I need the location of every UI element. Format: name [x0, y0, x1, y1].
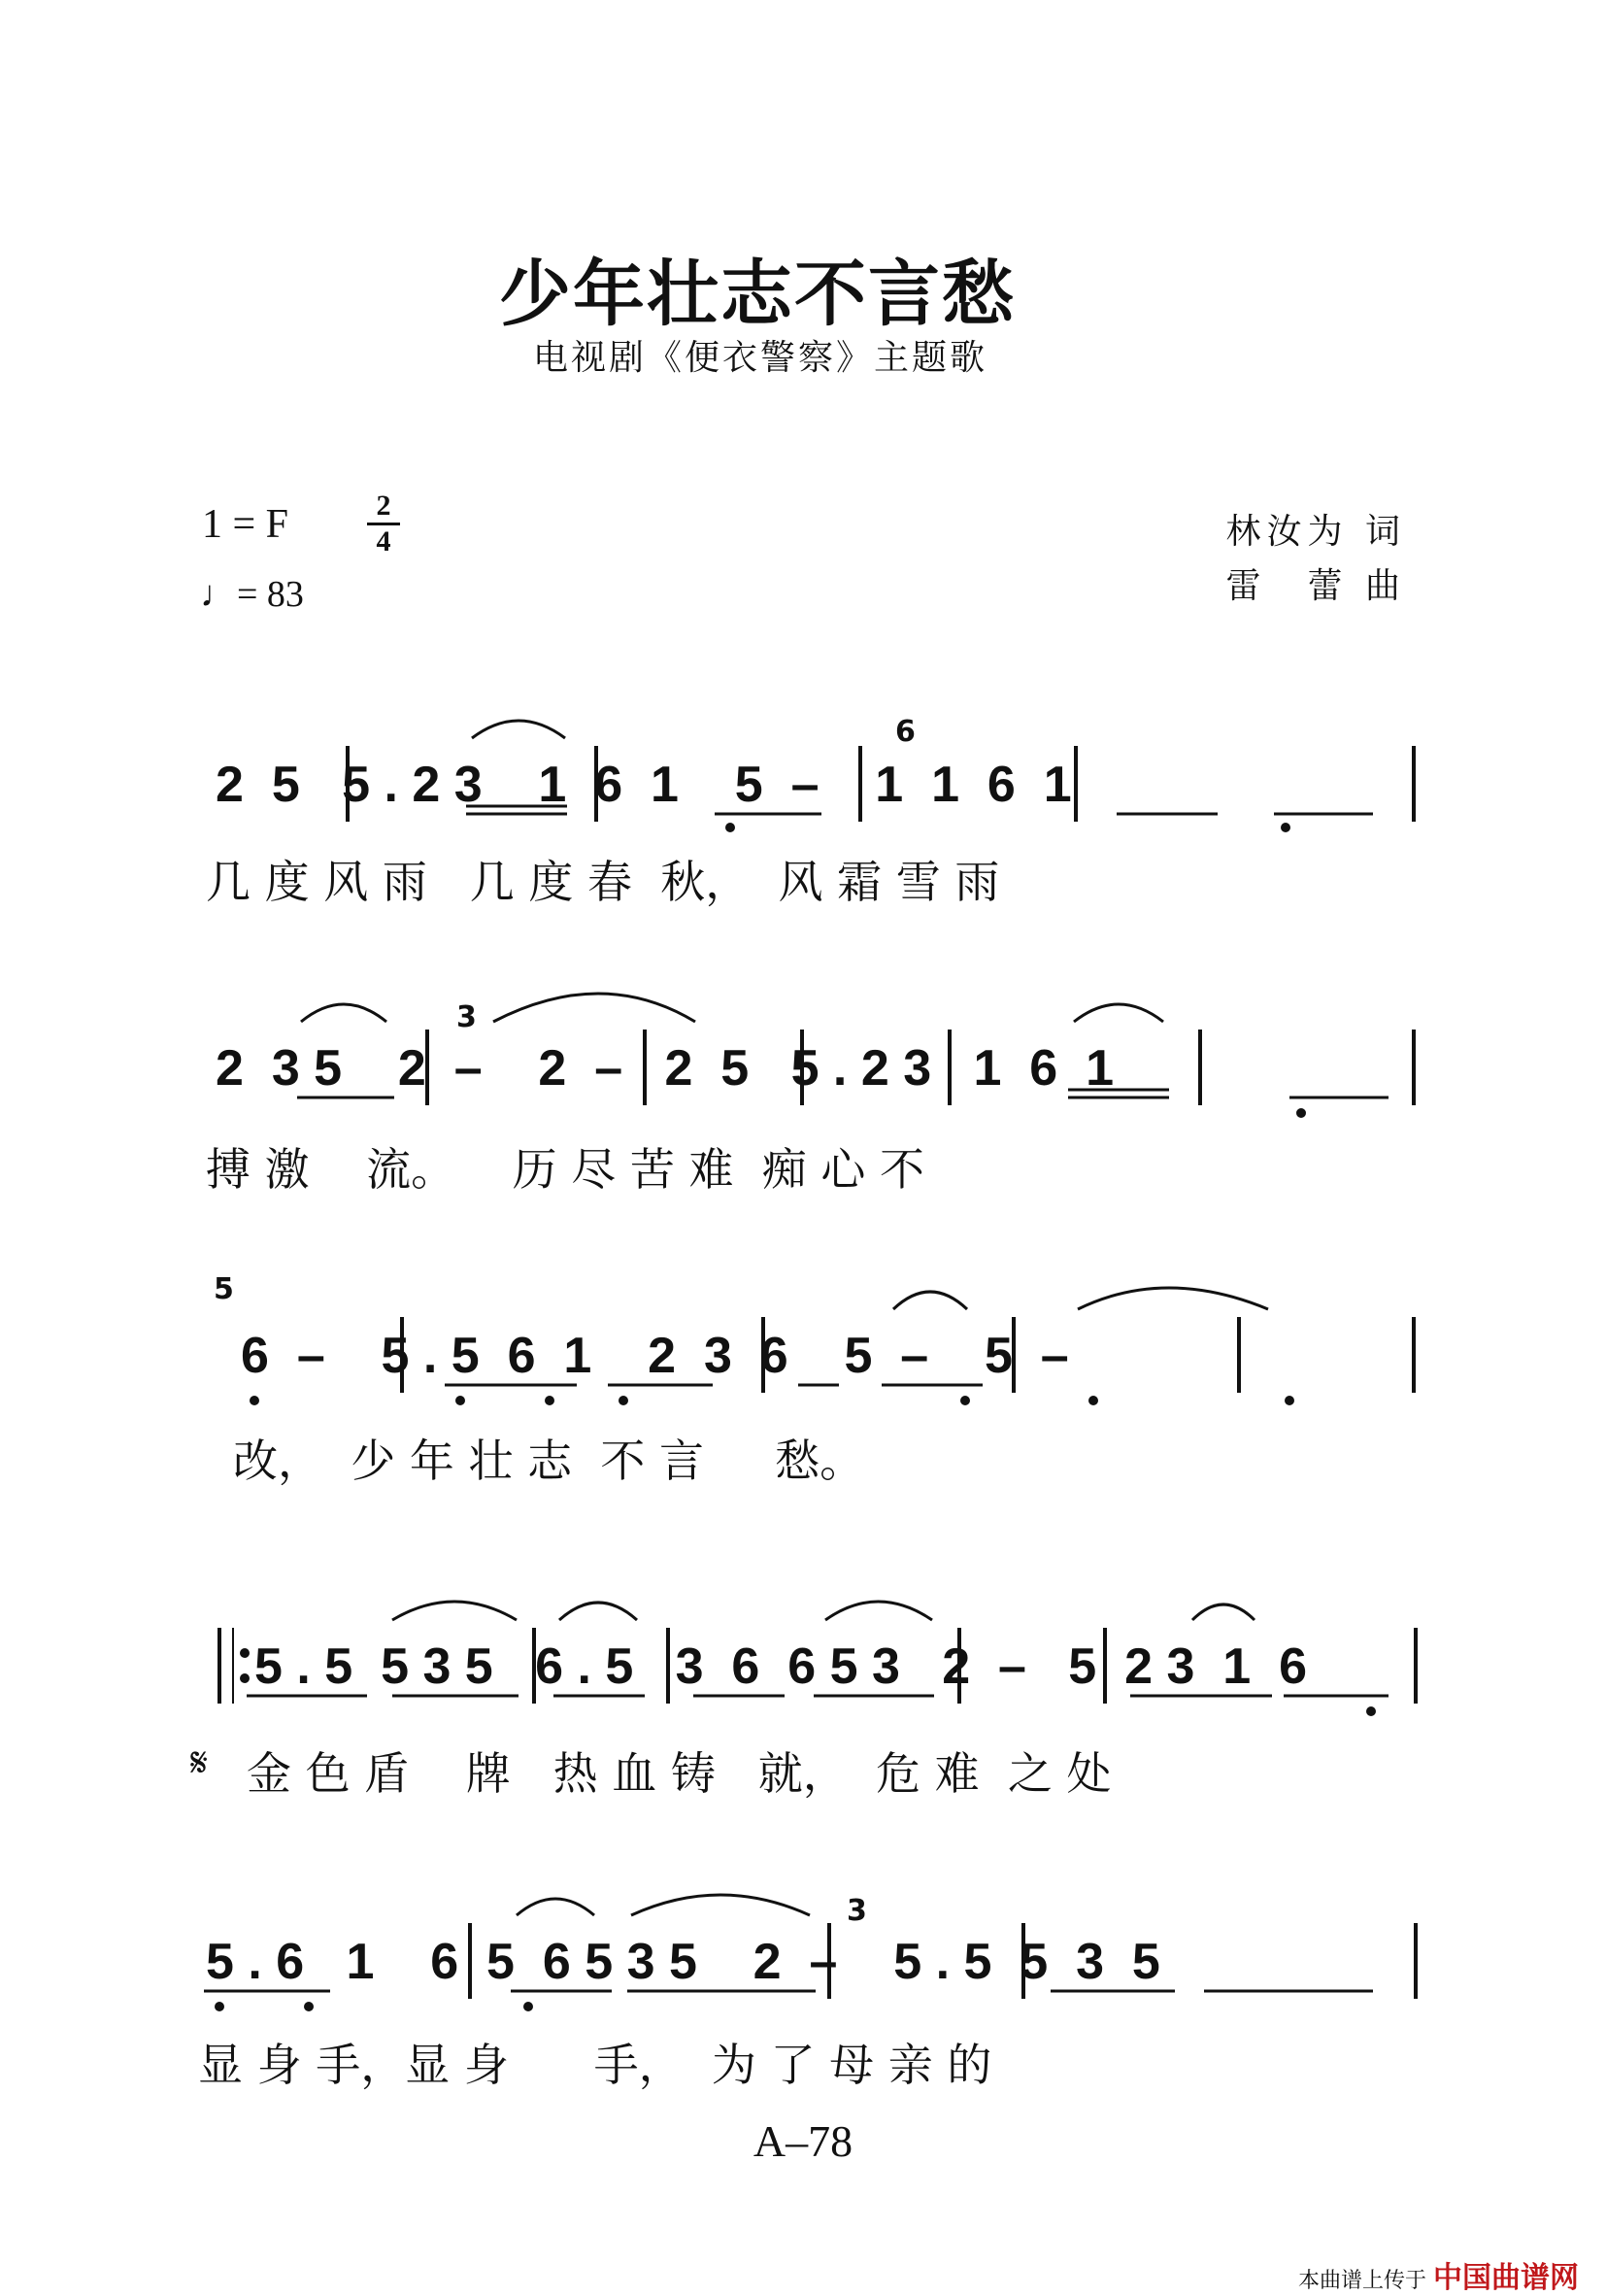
footer-prefix: 本曲谱上传于 [1297, 2269, 1426, 2293]
lyric-row-2: 搏 激 流。 历 尽 苦 难 痴 心 不 [206, 1143, 924, 1196]
lyric-row-4: 金 色 盾 牌 热 血 铸 就， 危 难 之 处 [247, 1747, 1112, 1800]
meter-top: 2 [376, 490, 391, 522]
source-footer [1298, 2253, 1579, 2296]
notation-row-5: 5 . 6 1 6 5 6 5 3 5 2 – 5 . 5 5 3 5 [206, 1934, 1160, 1990]
grace-note-1: 6 [895, 715, 916, 749]
grace-note-3: 5 [214, 1272, 234, 1306]
key-signature: 1 = F [202, 502, 289, 547]
notation-row-3: 6 – 5 . 5 6 1 2 3 6 5 – 5 – [241, 1328, 1069, 1384]
notation-row-4: 5 . 5 5 3 5 6 . 5 3 6 6 5 3 2 – 5 2 3 1 6 [254, 1638, 1308, 1695]
grace-note-2: 3 [456, 1000, 477, 1034]
lyric-row-3: 改， 少 年 壮 志 不 言 愁。 [233, 1435, 865, 1487]
song-subtitle: 电视剧《便衣警察》主题歌 [532, 338, 987, 378]
lyricist: 林汝为 词 [1225, 512, 1406, 552]
segno-sign: 𝄋 [190, 1739, 209, 1786]
lyric-row-5: 显 身 手，显 身 手， 为 了 母 亲 的 [198, 2039, 992, 2091]
song-title: 少年壮志不言愁 [499, 253, 1016, 336]
grace-note-4: 3 [847, 1894, 867, 1928]
page-number: A–78 [753, 2116, 853, 2166]
lyric-row-1: 几 度 风 雨 几 度 春 秋， 风 霜 雪 雨 [206, 856, 1000, 908]
tempo-marking: ♩= 83 [200, 574, 304, 615]
meter-bottom: 4 [376, 525, 391, 557]
notation-row-1: 2 5 5 . 2 3 1 6 1 5 – 1 1 6 1 [216, 757, 1072, 813]
notation-row-2: 2 3 5 2 – 2 – 2 5 5 . 2 3 1 6 1 [216, 1040, 1115, 1097]
footer-brand[interactable]: 中国曲谱网 [1433, 2261, 1579, 2295]
composer: 雷 蕾 曲 [1225, 566, 1406, 606]
